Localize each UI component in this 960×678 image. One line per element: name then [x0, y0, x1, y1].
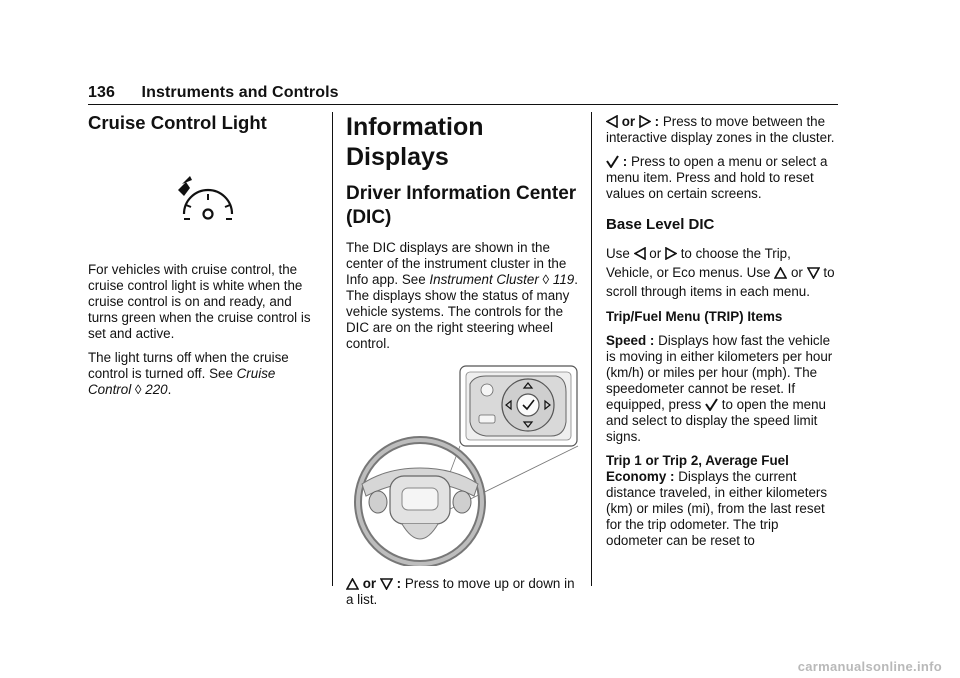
- cruise-control-icon: [172, 172, 242, 232]
- cruise-control-light-heading: Cruise Control Light: [88, 112, 267, 133]
- dic-subheading: Driver Information Center (DIC): [346, 183, 577, 228]
- speed-paragraph: [606, 333, 838, 445]
- cruise-icon-area: [88, 134, 318, 262]
- left-right-description: Press to move between the interactive display zones in the cluster.: [606, 114, 835, 145]
- header-rule: [88, 104, 838, 105]
- left-right-colon: :: [654, 114, 660, 129]
- cruise-control-page-ref[interactable]: 220: [145, 382, 168, 397]
- instrument-cluster-page-ref[interactable]: 119: [552, 272, 575, 287]
- column-divider-1: [332, 112, 333, 586]
- select-instruction: [606, 154, 838, 202]
- up-down-description: Press to move up or down in a list.: [346, 576, 575, 607]
- up-down-instruction: [346, 576, 581, 608]
- base-level-dic-heading: Base Level DIC: [606, 216, 715, 233]
- instrument-cluster-link[interactable]: Instrument Cluster: [429, 272, 539, 287]
- left-arrow-icon: [634, 247, 646, 260]
- use-or-1: or: [649, 246, 662, 261]
- trip-fuel-menu-heading: Trip/Fuel Menu (TRIP) Items: [606, 309, 783, 324]
- down-arrow-icon: [380, 578, 393, 590]
- dic-paragraph: [346, 240, 581, 352]
- watermark: carmanualsonline.info: [797, 659, 942, 674]
- cruise-p2-text: The light turns off when the cruise control is turned off. See: [88, 350, 289, 381]
- cruise-p2-end: .: [167, 382, 172, 397]
- speed-description-2: to open the menu and select to display the speed limit signs.: [606, 397, 826, 444]
- left-arrow-icon: [606, 115, 618, 128]
- left-column: [88, 112, 318, 406]
- base-level-paragraph: [606, 244, 838, 301]
- right-arrow-icon: [665, 247, 677, 260]
- up-down-colon: :: [396, 576, 402, 591]
- information-displays-heading: Information Displays: [346, 113, 484, 171]
- steering-wheel-illustration: [346, 364, 581, 566]
- check-colon: :: [622, 154, 628, 169]
- middle-column: [346, 112, 581, 616]
- cruise-paragraph-2: [88, 350, 318, 398]
- use-text-3: to scroll through items in each menu.: [606, 265, 835, 299]
- page-ref-symbol: ◊: [134, 382, 142, 397]
- page-header: [88, 84, 838, 102]
- steering-wheel-controls-image: [346, 364, 581, 566]
- right-column: [606, 114, 838, 557]
- checkmark-icon: [606, 155, 619, 168]
- cruise-control-link[interactable]: Cruise Control: [88, 366, 276, 397]
- trip-paragraph: [606, 453, 838, 549]
- speed-label: Speed :: [606, 333, 655, 348]
- dic-p1-rest: . The displays show the status of many vehicle systems. The controls for the DIC are on the right steering wheel control.: [346, 272, 578, 351]
- right-arrow-icon: [639, 115, 651, 128]
- dic-p1-text: The DIC displays are shown in the center of the instrument cluster in the Info app. See: [346, 240, 567, 287]
- up-arrow-icon: [774, 267, 787, 279]
- up-down-or: or: [362, 576, 377, 591]
- page-ref-symbol: ◊: [542, 272, 550, 287]
- cruise-paragraph-1: For vehicles with cruise control, the cruise control light is white when the cruise control is on and ready, and turns green when the cruise control is set and active.: [88, 262, 311, 341]
- use-or-2: or: [790, 265, 803, 280]
- check-description: Press to open a menu or select a menu item. Press and hold to reset values on certain screens.: [606, 154, 828, 201]
- left-right-or: or: [621, 114, 636, 129]
- page-number: 136: [88, 84, 115, 101]
- use-text-1: Use: [606, 246, 630, 261]
- use-text-2: to choose the Trip, Vehicle, or Eco menus. Use: [606, 246, 791, 280]
- trip-description: Displays the current distance traveled, in either kilometers (km) or miles (mi), from the last reset for the trip odometer. The trip odometer can be reset to: [606, 469, 828, 548]
- checkmark-icon: [705, 398, 718, 411]
- column-divider-2: [591, 112, 592, 586]
- left-right-instruction: [606, 114, 838, 146]
- up-arrow-icon: [346, 578, 359, 590]
- down-arrow-icon: [807, 267, 820, 279]
- trip-label: Trip 1 or Trip 2, Average Fuel Economy :: [606, 453, 789, 484]
- section-title: Instruments and Controls: [141, 84, 339, 101]
- speed-description-1: Displays how fast the vehicle is moving in either kilometers per hour (km/h) or miles per hour (mph). The speedometer cannot be reset. If equipped, press: [606, 333, 833, 412]
